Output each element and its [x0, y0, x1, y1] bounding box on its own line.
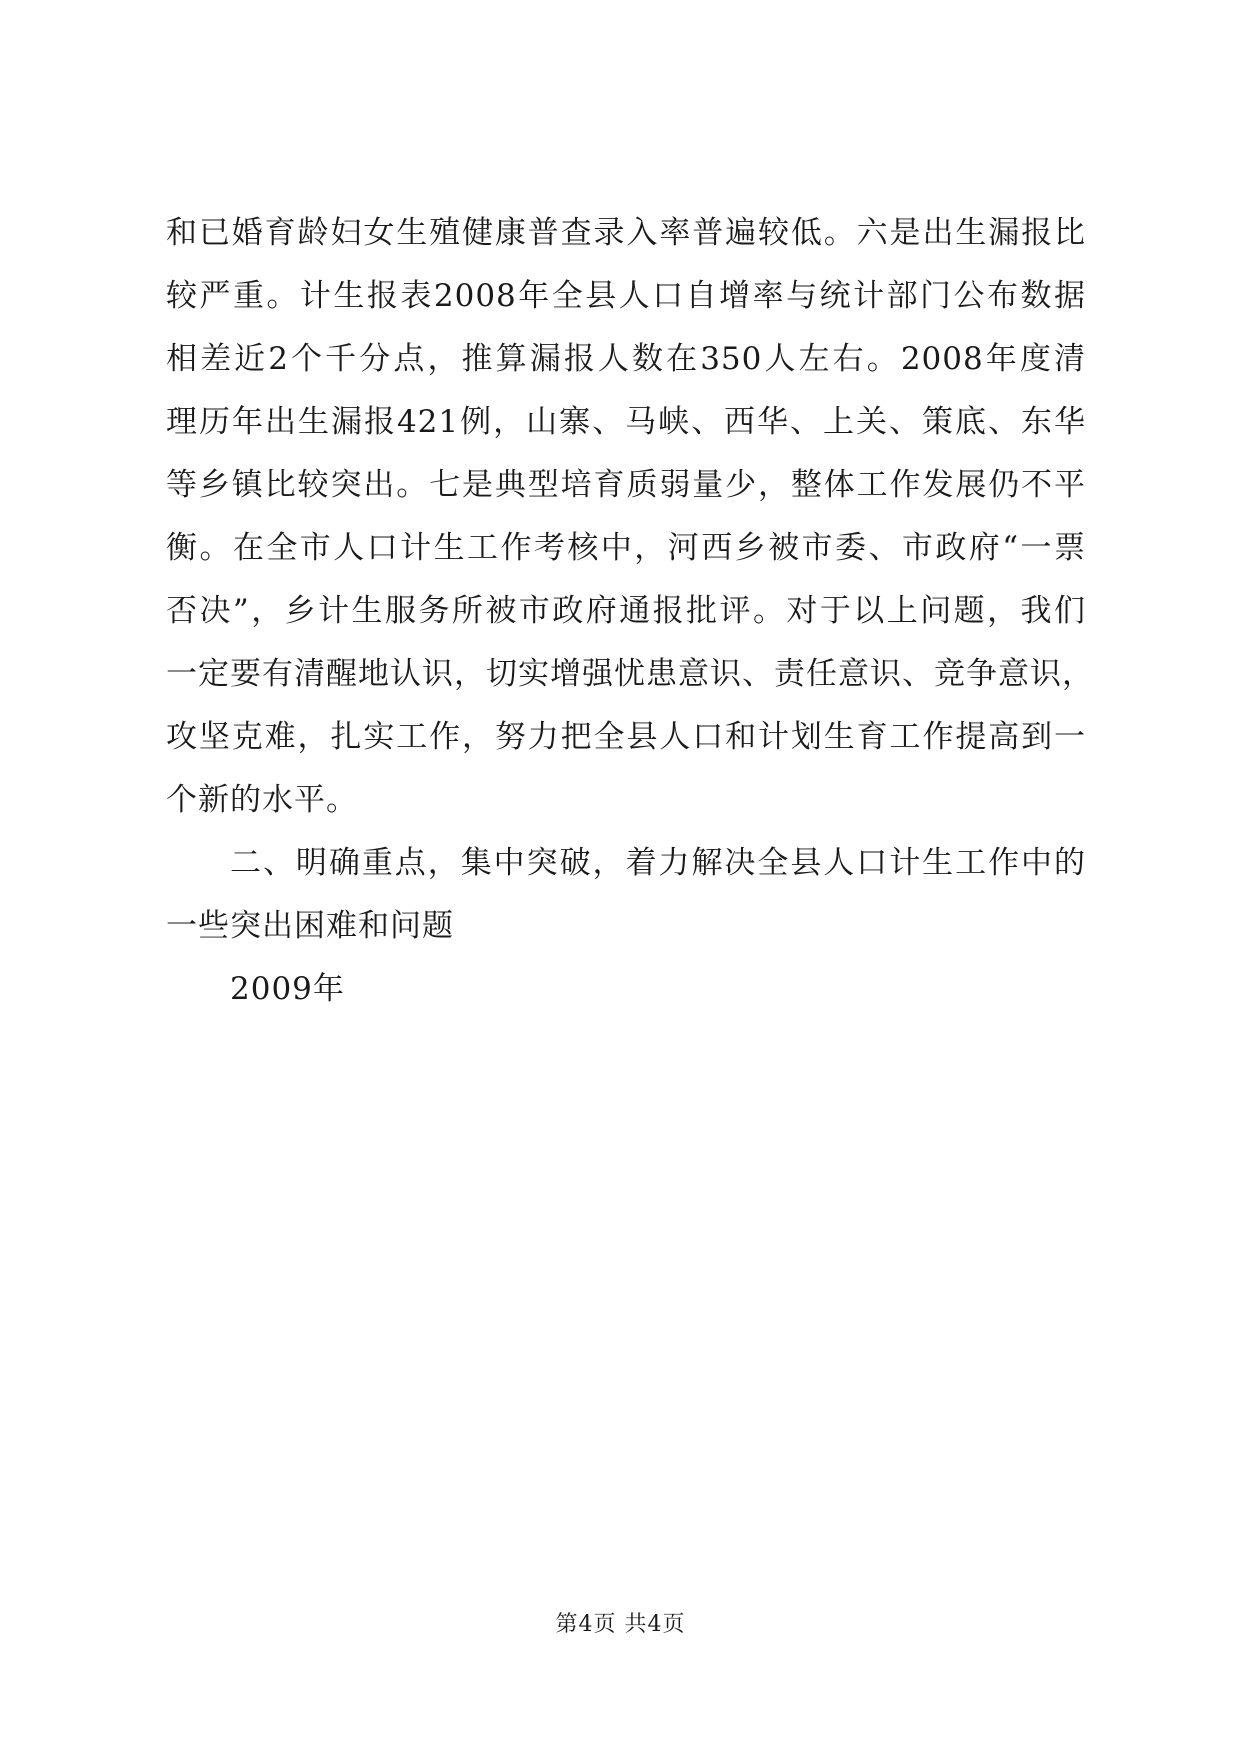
- year-fragment: 2009年: [230, 971, 345, 1007]
- paragraph-line: 一定要有清醒地认识，切实增强忧患意识、责任意识、竞争意识，: [166, 656, 1094, 692]
- paragraph-line: 等乡镇比较突出。七是典型培育质弱量少，整体工作发展仍不平: [166, 467, 1086, 503]
- paragraph-line: 衡。在全市人口计生工作考核中，河西乡被市委、市政府“一票: [166, 530, 1086, 566]
- paragraph-line: 个新的水平。: [166, 782, 358, 818]
- paragraph-line: 攻坚克难，扎实工作，努力把全县人口和计划生育工作提高到一: [166, 719, 1086, 755]
- paragraph-line: 相差近2个千分点，推算漏报人数在350人左右。2008年度清: [166, 341, 1086, 377]
- paragraph-line: 理历年出生漏报421例，山寨、马峡、西华、上关、策底、东华: [166, 404, 1086, 440]
- section-heading-line: 二、明确重点，集中突破，着力解决全县人口计生工作中的: [230, 845, 1086, 881]
- document-body: [166, 202, 1094, 1021]
- paragraph-line: 否决”，乡计生服务所被市政府通报批评。对于以上问题，我们: [166, 593, 1086, 629]
- page-footer: 第4页 共4页: [555, 1612, 686, 1637]
- paragraph-line: 和已婚育龄妇女生殖健康普查录入率普遍较低。六是出生漏报比: [166, 215, 1086, 251]
- section-heading-line: 一些突出困难和问题: [166, 908, 454, 944]
- paragraph-line: 较严重。计生报表2008年全县人口自增率与统计部门公布数据: [166, 278, 1086, 314]
